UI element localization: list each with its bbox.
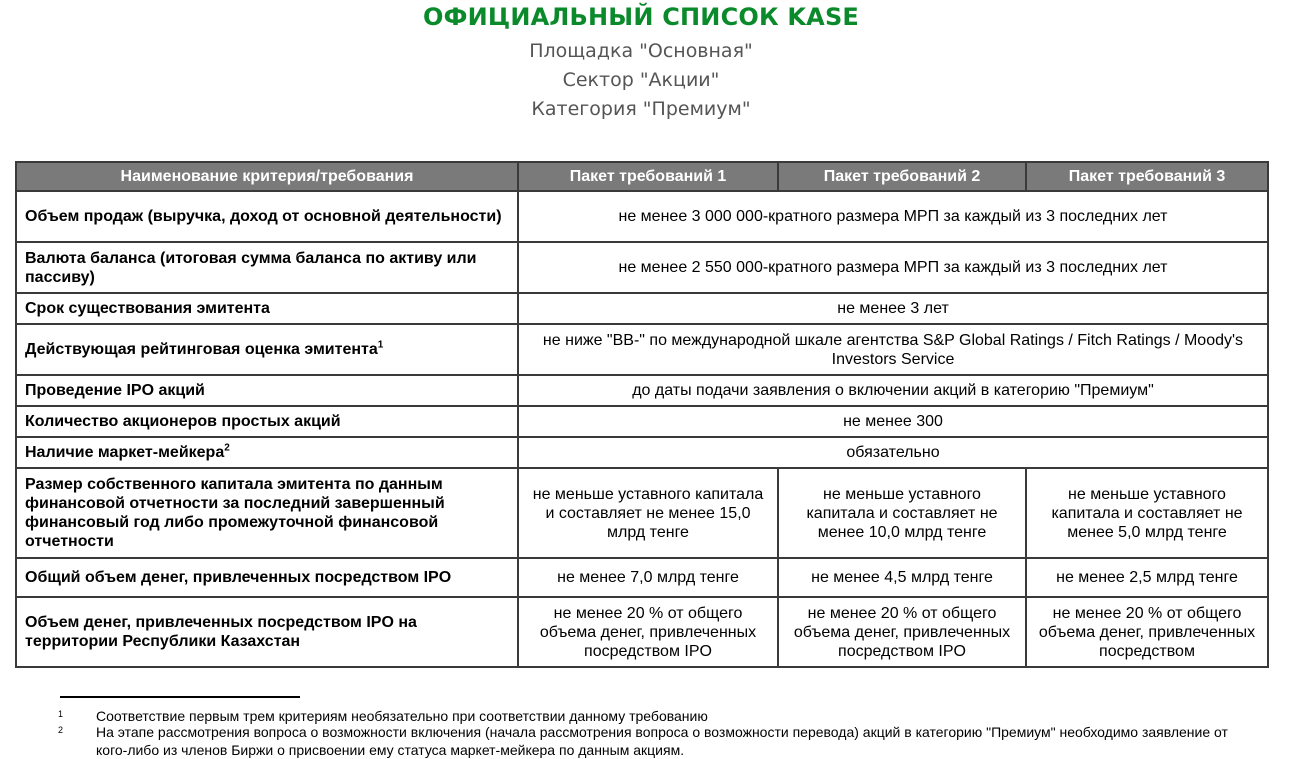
value-cell-package-3: не менее 20 % от общего объема денег, привлеченных посредством (1026, 597, 1268, 667)
value-cell: не менее 300 (518, 406, 1268, 437)
criterion-cell: Проведение IPO акций (16, 375, 518, 406)
value-cell-package-1: не менее 7,0 млрд тенге (518, 558, 778, 597)
criterion-cell (16, 324, 518, 375)
footnote-text: На этапе рассмотрения вопроса о возможности включения (начала рассмотрения вопроса о возможности перевода) акций в категорию "Премиум" необходимо заявление от кого-либо из членов Биржи о присвоении ему статуса маркет-мейкера по данным акциям. (96, 724, 1228, 758)
header-package-3: Пакет требований 3 (1026, 162, 1268, 191)
value-cell-package-2: не меньше уставного капитала и составляет не менее 10,0 млрд тенге (778, 468, 1026, 558)
table-row (16, 191, 1268, 242)
platform-subtitle: Площадка "Основная" (529, 40, 753, 62)
value-cell-package-1: не меньше уставного капитала и составляет не менее 15,0 млрд тенге (518, 468, 778, 558)
value-cell: не менее 2 550 000-кратного размера МРП за каждый из 3 последних лет (518, 242, 1268, 293)
table-row (16, 468, 1268, 558)
criterion-text: Наличие маркет-мейкера (25, 444, 225, 461)
table-header-row (16, 162, 1268, 191)
footnote-number: 2 (58, 725, 64, 735)
table-row (16, 437, 1268, 468)
footnote-ref-1: 1 (377, 339, 384, 351)
footnote-text: Соответствие первым трем критериям необязательно при соответствии данному требованию (96, 708, 708, 724)
value-cell-package-2: не менее 4,5 млрд тенге (778, 558, 1026, 597)
criteria-table (15, 161, 1269, 668)
criterion-cell: Общий объем денег, привлеченных посредством IPO (16, 558, 518, 597)
value-cell-package-2: не менее 20 % от общего объема денег, привлеченных посредством IPO (778, 597, 1026, 667)
value-cell-package-1: не менее 20 % от общего объема денег, привлеченных посредством IPO (518, 597, 778, 667)
page-title: ОФИЦИАЛЬНЫЙ СПИСОК KASE (422, 3, 860, 31)
table-row (16, 293, 1268, 324)
value-cell: до даты подачи заявления о включении акций в категорию "Премиум" (518, 375, 1268, 406)
value-cell-package-3: не меньше уставного капитала и составляет не менее 5,0 млрд тенге (1026, 468, 1268, 558)
value-cell-package-3: не менее 2,5 млрд тенге (1026, 558, 1268, 597)
criterion-cell: Объем денег, привлеченных посредством IPO на территории Республики Казахстан (16, 597, 518, 667)
criterion-cell (16, 437, 518, 468)
header-criterion: Наименование критерия/требования (16, 162, 518, 191)
table-row (16, 558, 1268, 597)
value-cell: не менее 3 лет (518, 293, 1268, 324)
header-package-1: Пакет требований 1 (518, 162, 778, 191)
criterion-cell: Валюта баланса (итоговая сумма баланса по активу или пассиву) (16, 242, 518, 293)
table-row (16, 375, 1268, 406)
table-row (16, 324, 1268, 375)
table-row (16, 242, 1268, 293)
footnote-divider (60, 696, 300, 698)
criterion-cell: Размер собственного капитала эмитента по данным финансовой отчетности за последний завершенный финансовый год либо промежуточной финансовой отчетности (16, 468, 518, 558)
header-package-2: Пакет требований 2 (778, 162, 1026, 191)
value-cell: не менее 3 000 000-кратного размера МРП за каждый из 3 последних лет (518, 191, 1268, 242)
value-cell: обязательно (518, 437, 1268, 468)
criterion-cell: Срок существования эмитента (16, 293, 518, 324)
criterion-cell: Количество акционеров простых акций (16, 406, 518, 437)
criterion-text: Действующая рейтинговая оценка эмитента (25, 341, 378, 358)
category-subtitle: Категория "Премиум" (531, 98, 751, 120)
table-row (16, 406, 1268, 437)
footnote-number: 1 (58, 709, 64, 719)
table-row (16, 597, 1268, 667)
value-cell: не ниже "BB-" по международной шкале агентства S&P Global Ratings / Fitch Ratings / Moody's Investors Service (518, 324, 1268, 375)
sector-subtitle: Сектор "Акции" (562, 69, 720, 91)
footnote-ref-2: 2 (224, 442, 230, 454)
criterion-cell: Объем продаж (выручка, доход от основной деятельности) (16, 191, 518, 242)
